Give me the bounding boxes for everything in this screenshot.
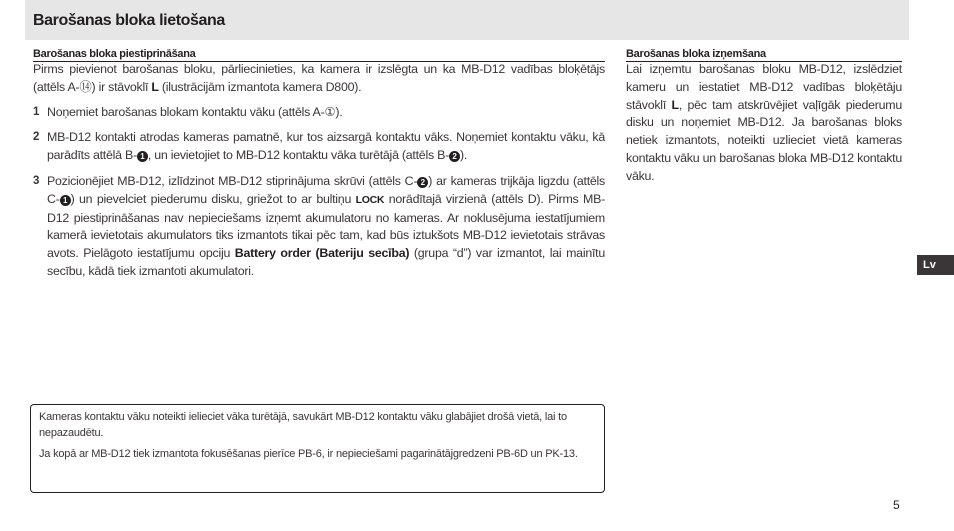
step-number: 1 <box>33 105 40 118</box>
lock-label: LOCK <box>355 193 385 206</box>
notes-box <box>30 404 605 493</box>
callout-number-icon: 1 <box>60 195 71 206</box>
step-2: 2 MB-D12 kontakti atrodas kameras pamatnē, kur tos aizsargā kontaktu vāks. Noņemiet kontaktu vāku, kā parādīts attēlā B- 1 , un ievietojiet to MB-D12 kontaktu vāka turētājā (attēls B- 2 ). <box>33 130 605 163</box>
callout-number-icon: 2 <box>417 177 428 188</box>
language-tab: Lv <box>917 255 954 275</box>
left-column <box>33 48 605 281</box>
lock-position-label: L <box>151 79 159 94</box>
lock-position-label: L <box>671 97 679 112</box>
callout-number-icon: 1 <box>137 151 148 162</box>
reference-marker: ⑭ <box>79 79 92 94</box>
attach-section-heading: Barošanas bloka piestiprināšana <box>33 48 196 60</box>
step-number: 3 <box>33 174 40 187</box>
remove-heading-rule <box>626 61 902 62</box>
note-item: Ja kopā ar MB-D12 tiek izmantota fokusēšanas pierīce PB-6, ir nepieciešami pagarinātājgredzeni PB-6D un PK-13. <box>39 448 578 460</box>
callout-number-icon: 2 <box>449 151 460 162</box>
remove-section-heading: Barošanas bloka izņemšana <box>626 48 766 60</box>
reference-marker: ① <box>324 104 336 119</box>
page-number: 5 <box>893 498 900 512</box>
note-item: Kameras kontaktu vāku noteikti ielieciet vāka turētājā, savukārt MB-D12 kontaktu vāku glabājiet drošā vietā, lai to nepazaudētu. <box>39 411 567 439</box>
attach-heading-rule <box>33 61 605 62</box>
attach-intro-paragraph: Pirms pievienot barošanas bloku, pārliecinieties, ka kamera ir izslēgta un ka MB-D12 vadības bloķētājs (attēls A-⑭) ir stāvoklī L (ilustrācijām izmantota kamera D800). <box>33 62 605 94</box>
remove-paragraph: Lai izņemtu barošanas bloku MB-D12, izslēdziet kameru un iestatiet MB-D12 vadības bloķētāju stāvoklī L, pēc tam atskrūvējiet vaļīgāk piederumu disku un noņemiet MB-D12. Ja barošanas bloks netiek izmantots, noteikti uzlieciet vietā kameras kontaktu vāku un barošanas bloka MB-D12 kontaktu vāku. <box>626 62 902 183</box>
step-1: 1 Noņemiet barošanas blokam kontaktu vāku (attēls A-①). <box>33 104 605 122</box>
menu-option-name: Battery order (Bateriju secība) <box>234 246 410 261</box>
right-column <box>626 48 902 186</box>
step-3: 3 Pozicionējiet MB-D12, izlīdzinot MB-D12 stiprinājuma skrūvi (attēls C- 2 ) ar kameras trijkāja ligzdu (attēls C- 1 ) un pievelciet piederumu disku, griežot to ar bultiņu LOCK norādītajā virzienā (attēls D). Pirms MB-D12 piestiprināšanas nav nepieciešams izņemt akumulatoru no kameras. Ar noklusējuma iestatījumiem kamerā ievietotais akumulators tiks izmantots tikai pēc tam, kad būs iztukšots MB-D12 ievietotais strāvas avots. Pielāgoto iestatījumu opciju Battery order (Bateriju secība) (grupa “d”) var izmantot, lai mainītu secību, kādā tiek izmantoti akumulatori. <box>33 173 606 278</box>
page-title: Barošanas bloka lietošana <box>33 12 225 29</box>
step-number: 2 <box>33 131 40 144</box>
